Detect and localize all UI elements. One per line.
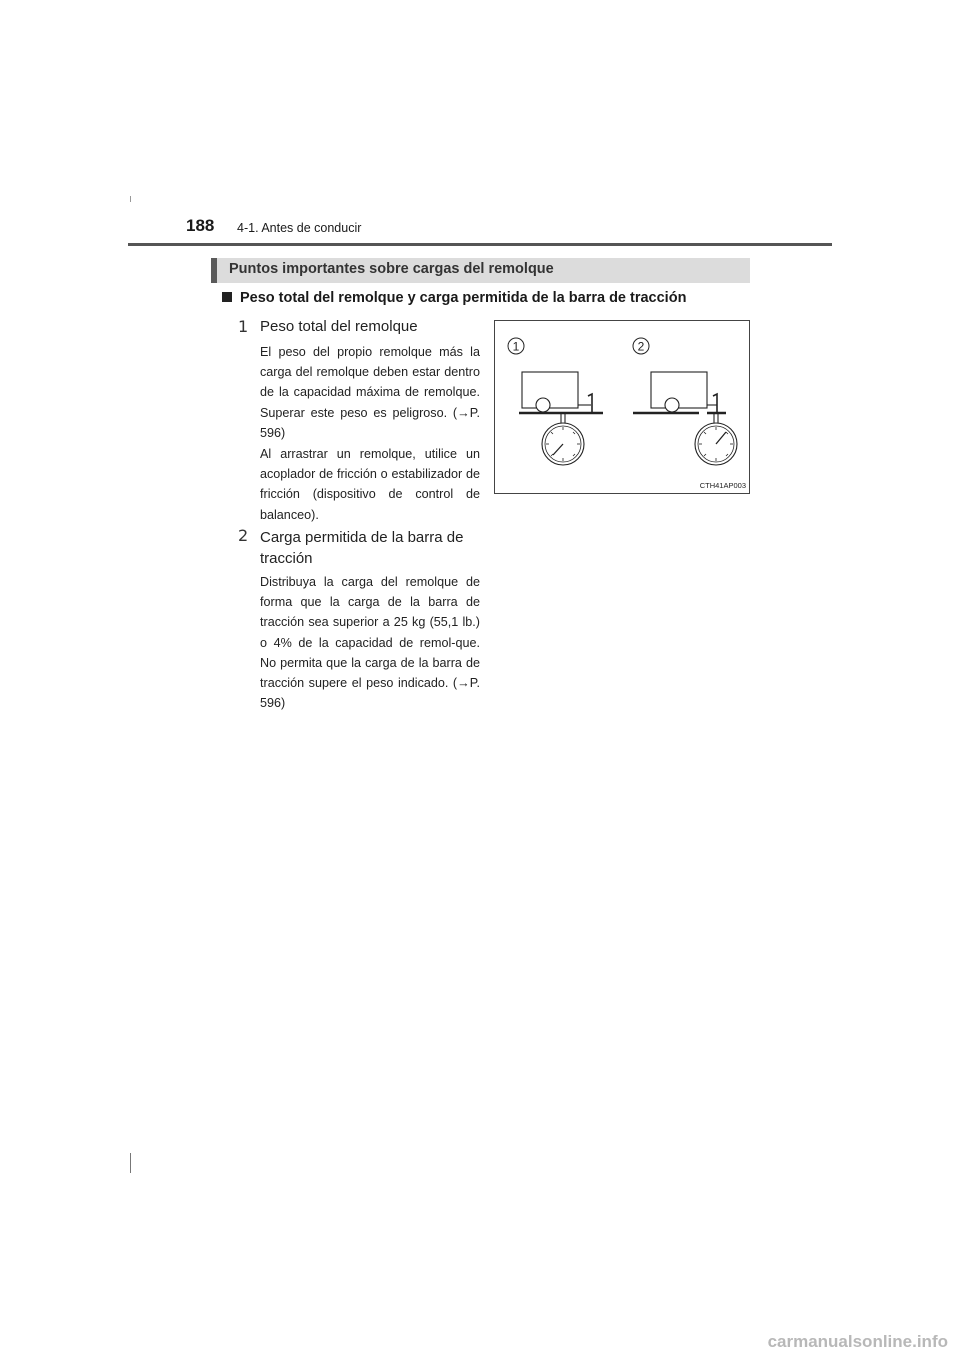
item-2-title-line-2: tracción xyxy=(260,550,313,567)
topic-heading xyxy=(222,290,686,306)
topic-heading-text: Peso total del remolque y carga permitida de la barra de tracción xyxy=(240,290,687,306)
page-number: 188 xyxy=(186,216,215,235)
section-title: Puntos importantes sobre cargas del remolque xyxy=(229,261,554,277)
trailer-2-jack xyxy=(713,394,717,413)
header-divider xyxy=(128,243,832,246)
trailer-weight-figure xyxy=(494,320,750,494)
trailer-scale-illustration xyxy=(495,321,749,493)
breadcrumb: 4-1. Antes de conducir xyxy=(237,221,362,235)
item-2-number: 2 xyxy=(238,526,249,545)
item-2-title-line-1: Carga permitida de la barra de xyxy=(260,529,464,546)
item-2-paragraph-1: Distribuya la carga del remolque de forma que la carga de la barra de tracción sea superior a 25 kg (55,1 lb.) o 4% de la capacidad de remol-que. No permita que la carga de la barra de tracción supere el peso indicado. (→P. 596) xyxy=(260,575,480,711)
margin-tick xyxy=(130,1153,131,1173)
figure-label-2: 2 xyxy=(637,339,645,354)
item-2-title xyxy=(260,527,480,569)
section-title-bar xyxy=(211,258,750,283)
figure-label-1: 1 xyxy=(512,339,520,354)
trailer-2-wheel xyxy=(665,398,679,412)
item-1-paragraph-2: Al arrastrar un remolque, utilice un acoplador de fricción o estabilizador de fricción (dispositivo de control de balanceo). xyxy=(260,447,480,522)
trailer-1-jack xyxy=(588,394,592,413)
square-bullet-icon xyxy=(222,292,232,302)
trailer-1-group xyxy=(519,372,603,465)
item-1-title: Peso total del remolque xyxy=(260,318,418,335)
item-1-number: 1 xyxy=(238,317,249,336)
trailer-2-group xyxy=(633,372,737,465)
watermark: carmanualsonline.info xyxy=(767,1332,948,1351)
trailer-1-wheel xyxy=(536,398,550,412)
item-1-paragraph-1: El peso del propio remolque más la carga del remolque deben estar dentro de la capacidad máxima de remolque. Superar este peso es peligroso. (→P. 596) xyxy=(260,345,480,440)
margin-tick xyxy=(130,196,131,202)
figure-code: CTH41AP003 xyxy=(699,481,746,490)
